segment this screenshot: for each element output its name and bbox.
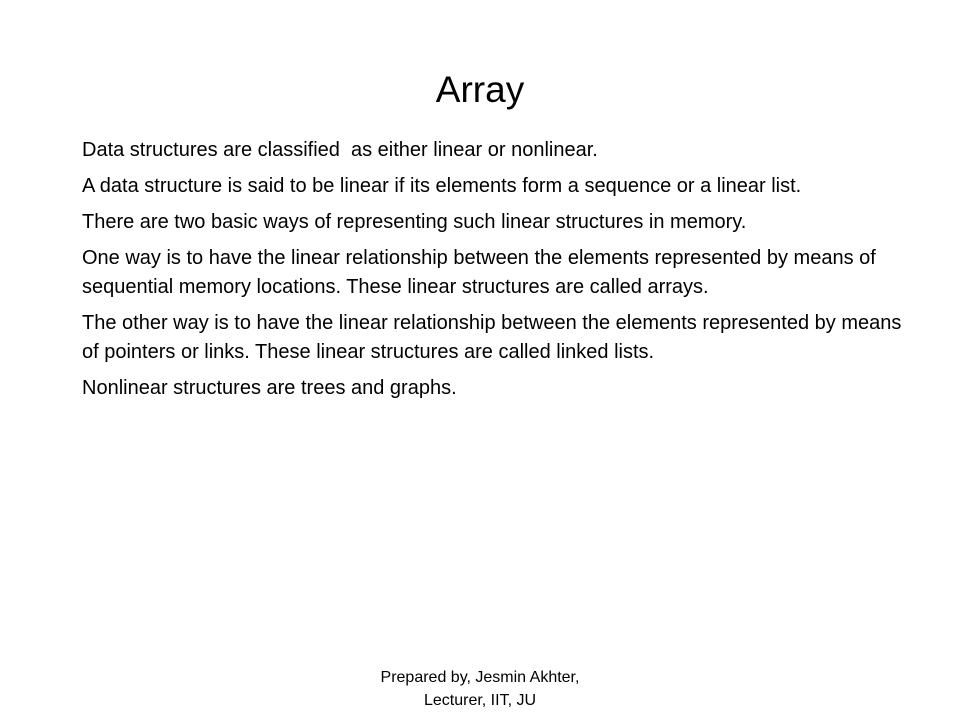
paragraph-nonlinear: Nonlinear structures are trees and graphs.	[82, 377, 457, 399]
slide-footer	[320, 666, 640, 712]
paragraph-two-ways: There are two basic ways of representing such linear structures in memory.	[82, 211, 747, 233]
paragraph-classification: Data structures are classified as either linear or nonlinear.	[82, 139, 598, 161]
footer-author: Prepared by, Jesmin Akhter,	[380, 669, 580, 686]
paragraph-linear-definition: A data structure is said to be linear if its elements form a sequence or a linear list.	[82, 175, 802, 197]
footer-affiliation: Lecturer, IIT, JU	[423, 692, 537, 709]
paragraph-arrays: One way is to have the linear relationship between the elements represented by means of sequential memory locations. These linear structures are called arrays.	[82, 247, 876, 298]
slide-body	[82, 136, 912, 410]
slide-title: Array	[435, 69, 525, 110]
paragraph-linked-lists: The other way is to have the linear relationship between the elements represented by means of pointers or links. These linear structures are called linked lists.	[82, 312, 902, 363]
